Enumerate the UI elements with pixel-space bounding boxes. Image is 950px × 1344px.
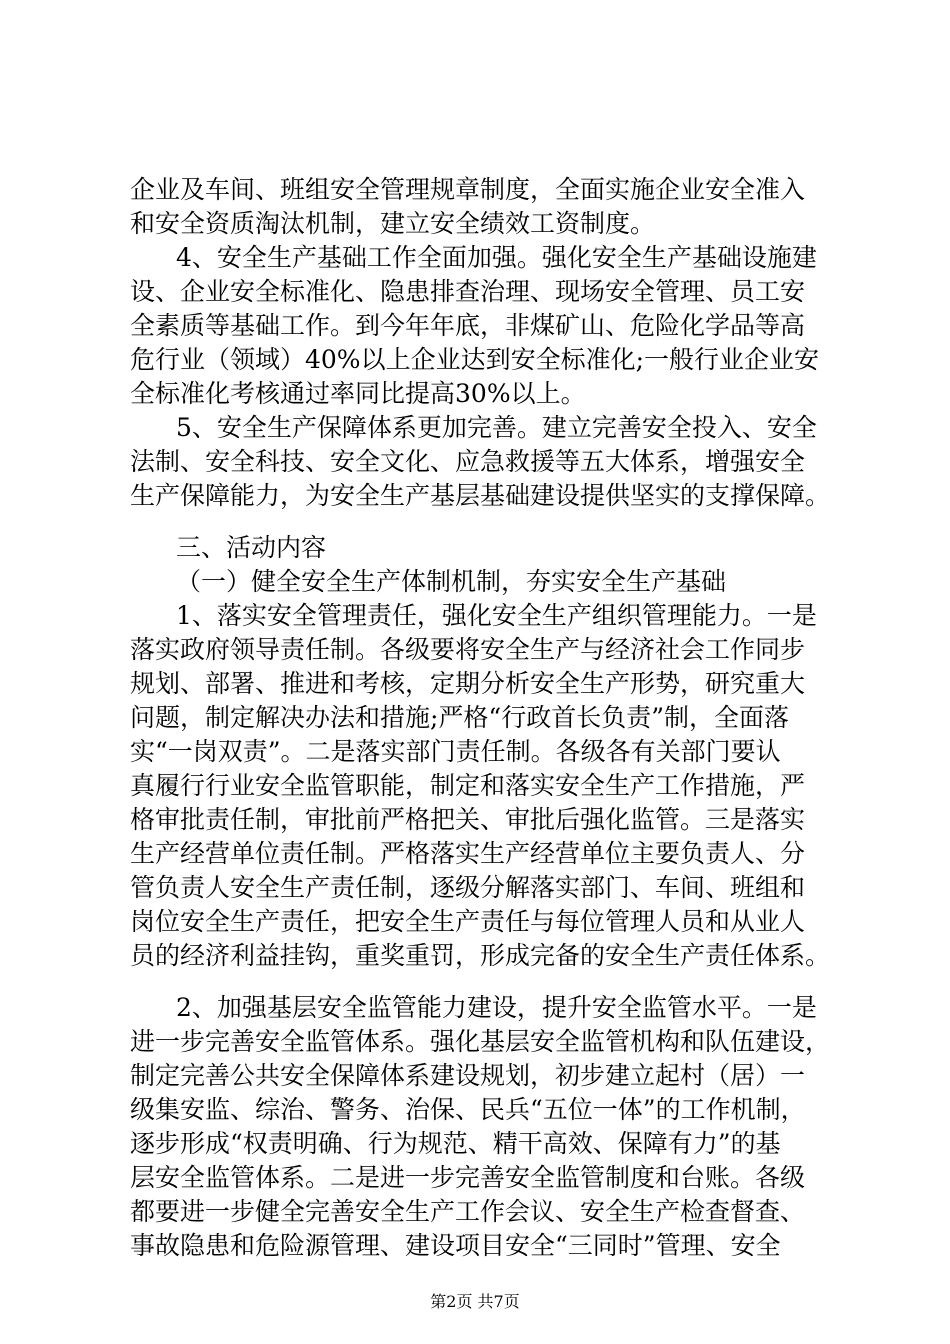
text-line: 都要进一步健全完善安全生产工作会议、安全生产检查督查、 <box>130 1197 806 1226</box>
text-line: 和安全资质淘汰机制，建立安全绩效工资制度。 <box>130 209 656 238</box>
text-line: 法制、安全科技、安全文化、应急救援等五大体系，增强安全 <box>130 447 806 476</box>
text-line: 事故隐患和危险源管理、建设项目安全“三同时”管理、安全 <box>130 1231 781 1260</box>
section-heading: 三、活动内容 <box>176 533 327 562</box>
text-line: 层安全监管体系。二是进一步完善安全监管制度和台账。各级 <box>130 1163 806 1192</box>
subsection-heading: （一）健全安全生产体制机制，夯实安全生产基础 <box>176 567 727 596</box>
text-line: 岗位安全生产责任，把安全生产责任与每位管理人员和从业人 <box>130 907 806 936</box>
text-line: 4、安全生产基础工作全面加强。强化安全生产基础设施建 <box>176 243 817 272</box>
text-line: 问题，制定解决办法和措施;严格“行政首长负责”制，全面落 <box>130 703 789 732</box>
text-line: 5、安全生产保障体系更加完善。建立完善安全投入、安全 <box>176 413 817 442</box>
text-line: 制定完善公共安全保障体系建设规划，初步建立起村（居）一 <box>130 1061 806 1090</box>
text-line: 2、加强基层安全监管能力建设，提升安全监管水平。一是 <box>176 993 817 1022</box>
text-line: 生产经营单位责任制。严格落实生产经营单位主要负责人、分 <box>130 839 806 868</box>
text-line: 管负责人安全生产责任制，逐级分解落实部门、车间、班组和 <box>130 873 806 902</box>
text-line: 实“一岗双责”。二是落实部门责任制。各级各有关部门要认 <box>130 737 781 766</box>
text-line: 企业及车间、班组安全管理规章制度，全面实施企业安全准入 <box>130 175 806 204</box>
text-line: 全标准化考核通过率同比提高30%以上。 <box>130 379 586 408</box>
text-line: 进一步完善安全监管体系。强化基层安全监管机构和队伍建设， <box>130 1027 831 1056</box>
text-line: 逐步形成“权责明确、行为规范、精干高效、保障有力”的基 <box>130 1129 781 1158</box>
text-line: 1、落实安全管理责任，强化安全生产组织管理能力。一是 <box>176 601 817 630</box>
text-line: 格审批责任制，审批前严格把关、审批后强化监管。三是落实 <box>130 805 806 834</box>
page-footer: 第2页 共7页 <box>430 1292 520 1311</box>
text-line: 设、企业安全标准化、隐患排查治理、现场安全管理、员工安 <box>130 277 806 306</box>
text-line: 级集安监、综治、警务、治保、民兵“五位一体”的工作机制， <box>130 1095 806 1124</box>
text-line: 生产保障能力，为安全生产基层基础建设提供坚实的支撑保障。 <box>130 481 831 510</box>
text-line: 真履行行业安全监管职能，制定和落实安全生产工作措施，严 <box>130 771 806 800</box>
text-line: 员的经济利益挂钩，重奖重罚，形成完备的安全生产责任体系。 <box>130 941 831 970</box>
text-line: 规划、部署、推进和考核，定期分析安全生产形势，研究重大 <box>130 669 806 698</box>
text-line: 危行业（领域）40%以上企业达到安全标准化;一般行业企业安 <box>130 345 819 374</box>
text-line: 落实政府领导责任制。各级要将安全生产与经济社会工作同步 <box>130 635 806 664</box>
text-line: 全素质等基础工作。到今年年底，非煤矿山、危险化学品等高 <box>130 311 806 340</box>
